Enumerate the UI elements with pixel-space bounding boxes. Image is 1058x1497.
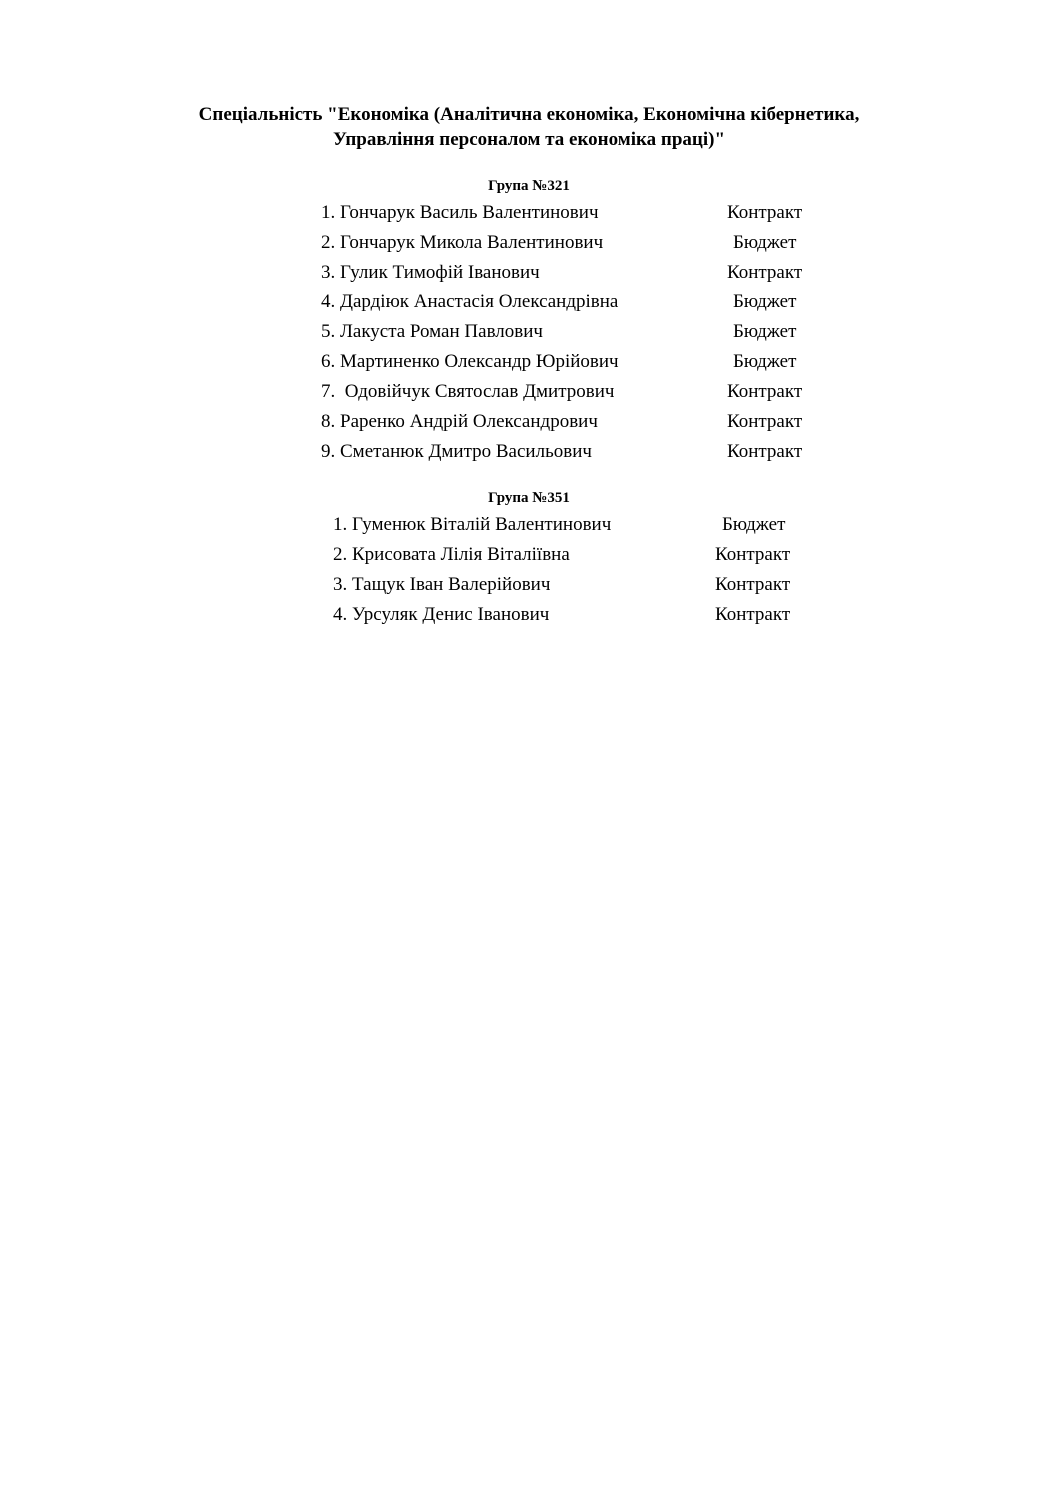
group-heading: Група №351	[488, 490, 570, 506]
student-name: 6. Мартиненко Олександр Юрійович	[321, 351, 619, 372]
student-name: 1. Гуменюк Віталій Валентинович	[333, 514, 612, 535]
student-name: 1. Гончарук Василь Валентинович	[321, 202, 599, 223]
funding-status: Бюджет	[733, 291, 797, 312]
funding-status: Контракт	[727, 262, 803, 283]
group-heading: Група №321	[488, 178, 570, 194]
student-name: 8. Раренко Андрій Олександрович	[321, 411, 598, 432]
student-name: 4. Дардіюк Анастасія Олександрівна	[321, 291, 619, 312]
funding-status: Контракт	[715, 574, 791, 595]
student-name: 2. Гончарук Микола Валентинович	[321, 232, 604, 253]
funding-status: Бюджет	[733, 232, 797, 253]
funding-status: Контракт	[727, 441, 803, 462]
student-name: 7. Одовійчук Святослав Дмитрович	[321, 381, 615, 402]
funding-status: Бюджет	[733, 351, 797, 372]
student-name: 9. Сметанюк Дмитро Васильович	[321, 441, 592, 462]
student-name: 3. Тащук Іван Валерійович	[333, 574, 551, 595]
funding-status: Контракт	[715, 604, 791, 625]
funding-status: Контракт	[727, 411, 803, 432]
funding-status: Контракт	[727, 381, 803, 402]
funding-status: Бюджет	[722, 514, 786, 535]
student-name: 4. Урсуляк Денис Іванович	[333, 604, 550, 625]
document-title-line-2: Управління персоналом та економіка праці)"	[332, 129, 726, 150]
document-title-line-1: Спеціальність "Економіка (Аналітична економіка, Економічна кібернетика,	[198, 104, 860, 125]
funding-status: Бюджет	[733, 321, 797, 342]
student-name: 5. Лакуста Роман Павлович	[321, 321, 543, 342]
student-name: 3. Гулик Тимофій Іванович	[321, 262, 540, 283]
funding-status: Контракт	[715, 544, 791, 565]
student-name: 2. Крисовата Лілія Віталіївна	[333, 544, 570, 565]
funding-status: Контракт	[727, 202, 803, 223]
